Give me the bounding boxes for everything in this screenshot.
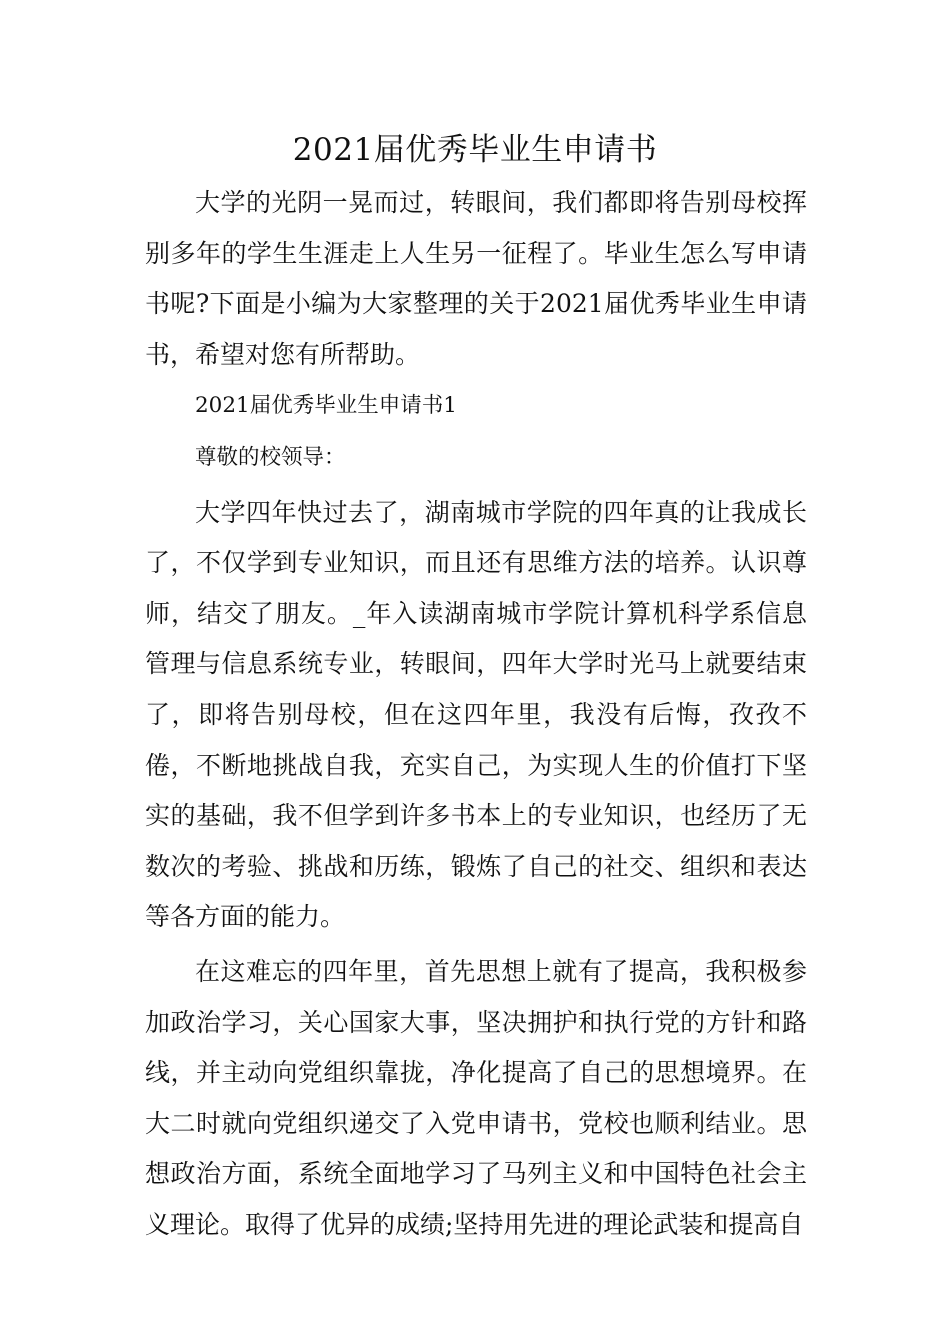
section-heading: 2021届优秀毕业生申请书1: [195, 393, 457, 419]
body-paragraph: 在这难忘的四年里，首先思想上就有了提高，我积极参加政治学习，关心国家大事，坚决拥护和执行党的方针和路线，并主动向党组织靠拢，净化提高了自己的思想境界。在大二时就向党组织递交了入党申请书，党校也顺利结业。思想政治方面，系统全面地学习了马列主义和中国特色社会主义理论。取得了优异的成绩;坚持用先进的理论武装和提高自: [145, 956, 807, 1239]
salutation: 尊敬的校领导：: [195, 444, 346, 470]
body-paragraph: 大学四年快过去了，湖南城市学院的四年真的让我成长了，不仅学到专业知识，而且还有思维方法的培养。认识尊师，结交了朋友。_年入读湖南城市学院计算机科学系信息管理与信息系统专业，转眼间，四年大学时光马上就要结束了，即将告别母校，但在这四年里，我没有后悔，孜孜不倦，不断地挑战自我，充实自己，为实现人生的价值打下坚实的基础，我不但学到许多书本上的专业知识，也经历了无数次的考验、挑战和历练，锻炼了自己的社交、组织和表达等各方面的能力。: [145, 497, 807, 932]
document-body: [145, 178, 807, 1250]
document-title: 2021届优秀毕业生申请书: [292, 132, 658, 168]
intro-paragraph: 大学的光阴一晃而过，转眼间，我们都即将告别母校挥别多年的学生生涯走上人生另一征程了。毕业生怎么写申请书呢?下面是小编为大家整理的关于2021届优秀毕业生申请书，希望对您有所帮助。: [145, 188, 807, 369]
